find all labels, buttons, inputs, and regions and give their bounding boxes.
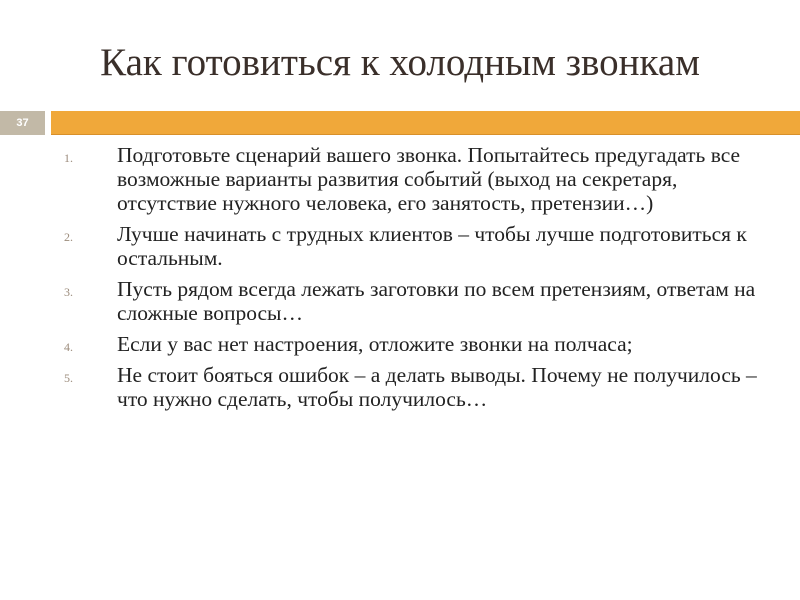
- list-item: [64, 363, 764, 411]
- list-item-text: Если у вас нет настроения, отложите звонки на полчаса;: [117, 332, 633, 356]
- list-item: [64, 222, 764, 270]
- slide-title: Как готовиться к холодным звонкам: [100, 41, 700, 84]
- list-item-number: 2.: [64, 230, 73, 244]
- list-item-number: 4.: [64, 340, 73, 354]
- accent-bar: [51, 111, 800, 135]
- header-bar: [0, 111, 800, 135]
- accent-bar-shadow: [51, 134, 800, 135]
- list-item: [64, 332, 764, 356]
- numbered-list: [64, 143, 764, 418]
- list-item-number: 5.: [64, 371, 73, 385]
- list-item-number: 3.: [64, 285, 73, 299]
- list-item-text: Не стоит бояться ошибок – а делать выводы. Почему не получилось – что нужно сделать, чтобы получилось…: [117, 363, 757, 411]
- list-item-text: Пусть рядом всегда лежать заготовки по всем претензиям, ответам на сложные вопросы…: [117, 277, 756, 325]
- list-item: [64, 143, 764, 215]
- list-item: [64, 277, 764, 325]
- slide-number: 37: [16, 117, 29, 129]
- list-item-text: Лучше начинать с трудных клиентов – чтобы лучше подготовиться к остальным.: [117, 222, 747, 270]
- list-item-text: Подготовьте сценарий вашего звонка. Попытайтесь предугадать все возможные варианты развития событий (выход на секретаря, отсутствие нужного человека, его занятость, претензии…): [117, 143, 741, 215]
- list-item-number: 1.: [64, 151, 73, 165]
